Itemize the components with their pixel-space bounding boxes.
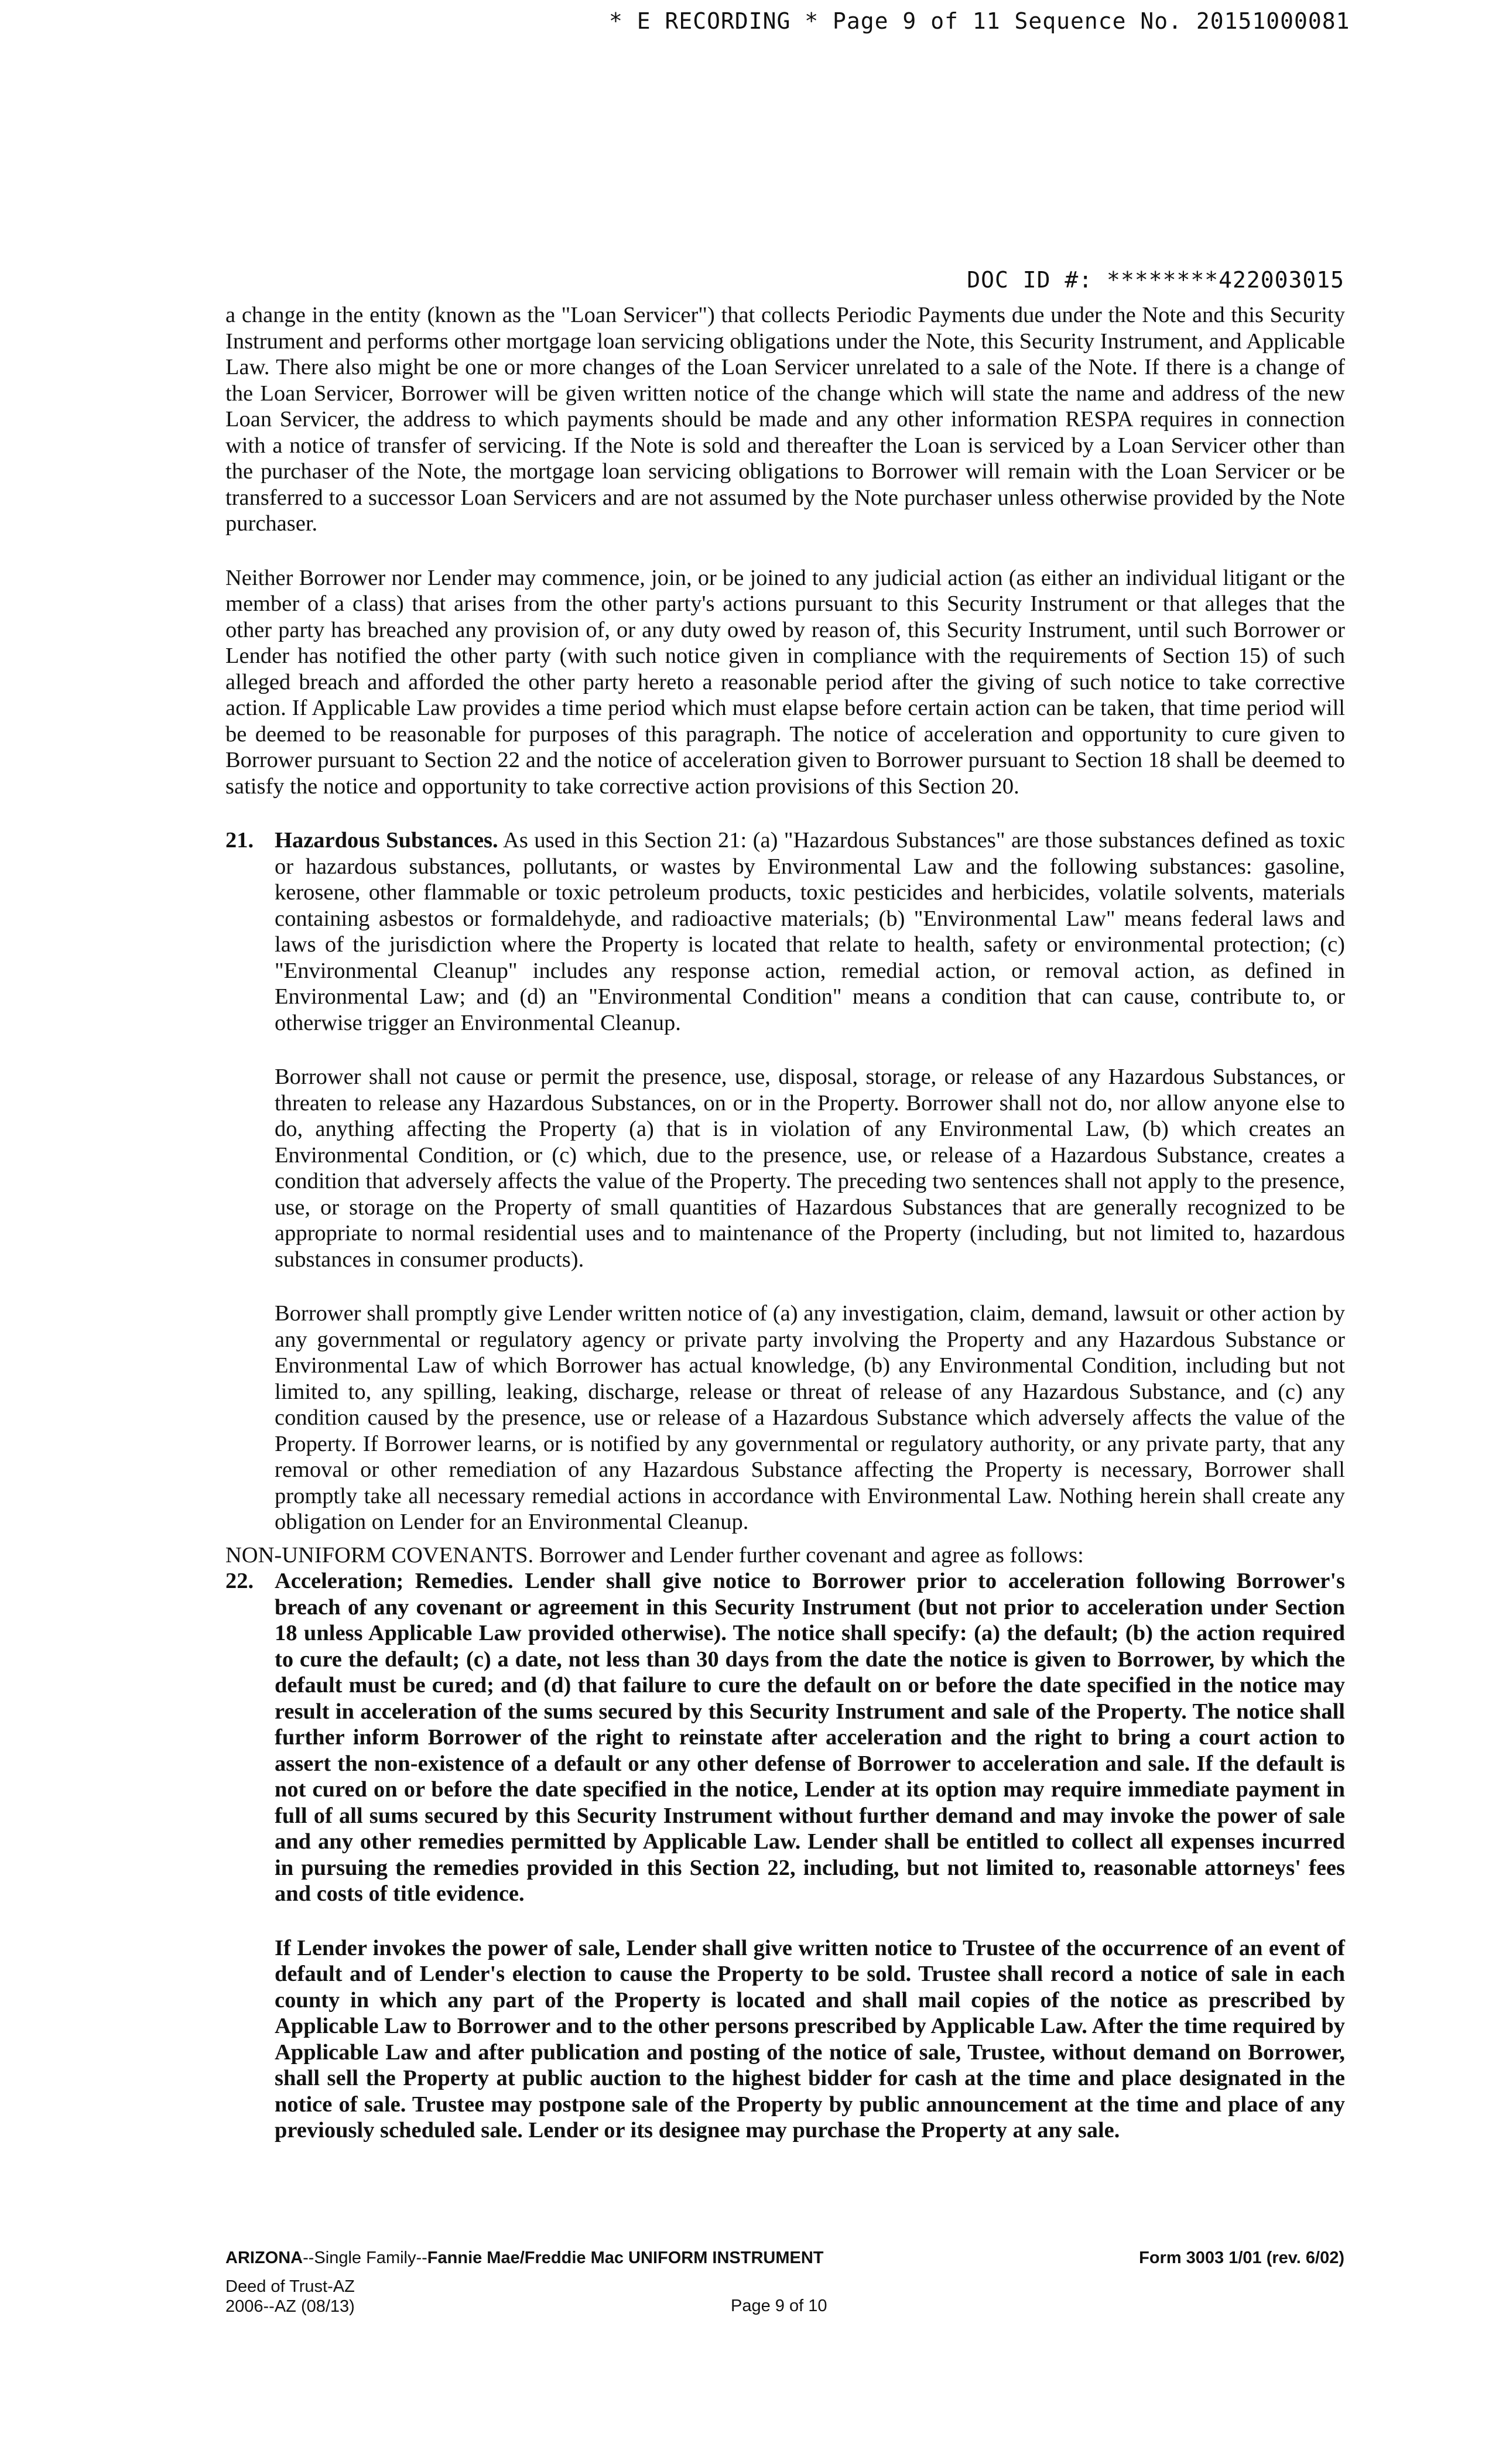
footer-form-number: Form 3003 1/01 (rev. 6/02) (1139, 2249, 1344, 2267)
section-22-heading: Acceleration; Remedies. (275, 1569, 514, 1593)
section-22 (225, 1568, 1345, 1907)
footer-family: --Single Family-- (303, 2249, 427, 2267)
paragraph-loan-servicer: a change in the entity (known as the "Loan Servicer") that collects Periodic Payments due under the Note and this Security Instrument and performs other mortgage loan servicing obligations under the Note, this Security Instrument, and Applicable Law. There also might be one or more changes of the Loan Servicer unrelated to a sale of the Note. If there is a change of the Loan Servicer, Borrower will be given written notice of the change which will state the name and address of the new Loan Servicer, the address to which payments should be made and any other information RESPA requires in connection with a notice of transfer of servicing. If the Note is sold and thereafter the Loan is serviced by a Loan Servicer other than the purchaser of the Note, the mortgage loan servicing obligations to Borrower will remain with the Loan Servicer or be transferred to a successor Loan Servicers and are not assumed by the Note purchaser unless otherwise provided by the Note purchaser. (225, 303, 1345, 536)
footer-state: ARIZONA (225, 2249, 303, 2267)
footer-page-number: Page 9 of 10 (731, 2297, 827, 2315)
paragraph-neither-borrower: Neither Borrower nor Lender may commence, join, or be joined to any judicial action (as either an individual litigant or the member of a class) that arises from the other party's actions pursuant to this Security Instrument or that alleges that the other party has breached any provision of, or any duty owed by reason of, this Security Instrument, until such Borrower or Lender has notified the other party (with such notice given in compliance with the requirements of Section 15) of such alleged breach and afforded the other party hereto a reasonable period after the giving of such notice to take corrective action. If Applicable Law provides a time period which must elapse before certain action can be taken, that time period will be deemed to be reasonable for purposes of this paragraph. The notice of acceleration and opportunity to cure given to Borrower pursuant to Section 22 and the notice of acceleration given to Borrower pursuant to Section 18 shall be deemed to satisfy the notice and opportunity to take corrective action provisions of this Section 20. (225, 565, 1345, 799)
section-22-number: 22. (225, 1569, 254, 1593)
footer-form-line (225, 2249, 1344, 2268)
document-body (225, 302, 1345, 2144)
section-21 (225, 827, 1345, 1036)
section-22-text: Lender shall give notice to Borrower prior to acceleration following Borrower's breach of any covenant or agreement in this Security Instrument (but not prior to acceleration under Section 18 unless Applicable Law provided otherwise). The notice shall specify: (a) the default; (b) the action required to cure the default; (c) a date, not less than 30 days from the date the notice is given to Borrower, by which the default must be cured; and (d) that failure to cure the default on or before the date specified in the notice may result in acceleration of the sums secured by this Security Instrument and sale of the Property. The notice shall further inform Borrower of the right to reinstate after acceleration and the right to bring a court action to assert the non-existence of a default or any other defense of Borrower to acceleration and sale. If the default is not cured on or before the date specified in the notice, Lender at its option may require immediate payment in full of all sums secured by this Security Instrument without further demand and may invoke the power of sale and any other remedies permitted by Applicable Law. Lender shall be entitled to collect all expenses incurred in pursuing the remedies provided in this Section 22, including, but not limited to, reasonable attorneys' fees and costs of title evidence. (275, 1569, 1346, 1906)
section-21-number: 21. (225, 828, 254, 853)
section-22-paragraph-2: If Lender invokes the power of sale, Lender shall give written notice to Trustee of the occurrence of an event of default and of Lender's election to cause the Property to be sold. Trustee shall record a notice of sale in each county in which any part of the Property is located and shall mail copies of the notice as prescribed by Applicable Law to Borrower and to the other persons prescribed by Applicable Law. After the time required by Applicable Law and after publication and posting of the notice of sale, Trustee, without demand on Borrower, shall sell the Property at public auction to the highest bidder for cash at the time and place designated in the notice of sale. Trustee may postpone sale of the Property by public announcement at the time and place of any previously scheduled sale. Lender or its designee may purchase the Property at any sale. (275, 1935, 1345, 2143)
section-21-heading: Hazardous Substances. (275, 828, 498, 853)
recording-header: * E RECORDING * Page 9 of 11 Sequence No. 20151000081 (609, 8, 1350, 34)
doc-id: DOC ID #: ********422003015 (967, 267, 1344, 293)
footer-instrument-name: Fannie Mae/Freddie Mac UNIFORM INSTRUMENT (427, 2249, 824, 2267)
non-uniform-covenants: NON-UNIFORM COVENANTS. Borrower and Lender further covenant and agree as follows: (225, 1542, 1084, 1568)
footer-doc-code: 2006--AZ (08/13) (225, 2297, 355, 2316)
footer-doc-type: Deed of Trust-AZ (225, 2277, 355, 2296)
footer-instrument (225, 2249, 824, 2268)
section-21-paragraph-3: Borrower shall promptly give Lender written notice of (a) any investigation, claim, demand, lawsuit or other action by any governmental or regulatory agency or private party involving the Property and any Hazardous Substance or Environmental Law of which Borrower has actual knowledge, (b) any Environmental Condition, including but not limited to, any spilling, leaking, discharge, release or threat of release of any Hazardous Substance, and (c) any condition caused by the presence, use or release of a Hazardous Substance which adversely affects the value of the Property. If Borrower learns, or is notified by any governmental or regulatory authority, or any private party, that any removal or other remediation of any Hazardous Substance affecting the Property is necessary, Borrower shall promptly take all necessary remedial actions in accordance with Environmental Law. Nothing herein shall create any obligation on Lender for an Environmental Cleanup. (275, 1301, 1345, 1534)
section-21-paragraph-2: Borrower shall not cause or permit the presence, use, disposal, storage, or release of any Hazardous Substances, or threaten to release any Hazardous Substances, on or in the Property. Borrower shall not do, nor allow anyone else to do, anything affecting the Property (a) that is in violation of any Environmental Law, (b) which creates an Environmental Condition, or (c) which, due to the presence, use, or release of a Hazardous Substance, creates a condition that adversely affects the value of the Property. The preceding two sentences shall not apply to the presence, use, or storage on the Property of small quantities of Hazardous Substances that are generally recognized to be appropriate to normal residential uses and to maintenance of the Property (including, but not limited to, hazardous substances in consumer products). (275, 1065, 1345, 1272)
section-21-text: As used in this Section 21: (a) "Hazardous Substances" are those substances defined as toxic or hazardous substances, pollutants, or wastes by Environmental Law and the following substances: gasoline, kerosene, other flammable or toxic petroleum products, toxic pesticides and herbicides, volatile solvents, materials containing asbestos or formaldehyde, and radioactive materials; (b) "Environmental Law" means federal laws and laws of the jurisdiction where the Property is located that relate to health, safety or environmental protection; (c) "Environmental Cleanup" includes any response action, remedial action, or removal action, as defined in Environmental Law; and (d) an "Environmental Condition" means a condition that can cause, contribute to, or otherwise trigger an Environmental Cleanup. (275, 828, 1345, 1035)
